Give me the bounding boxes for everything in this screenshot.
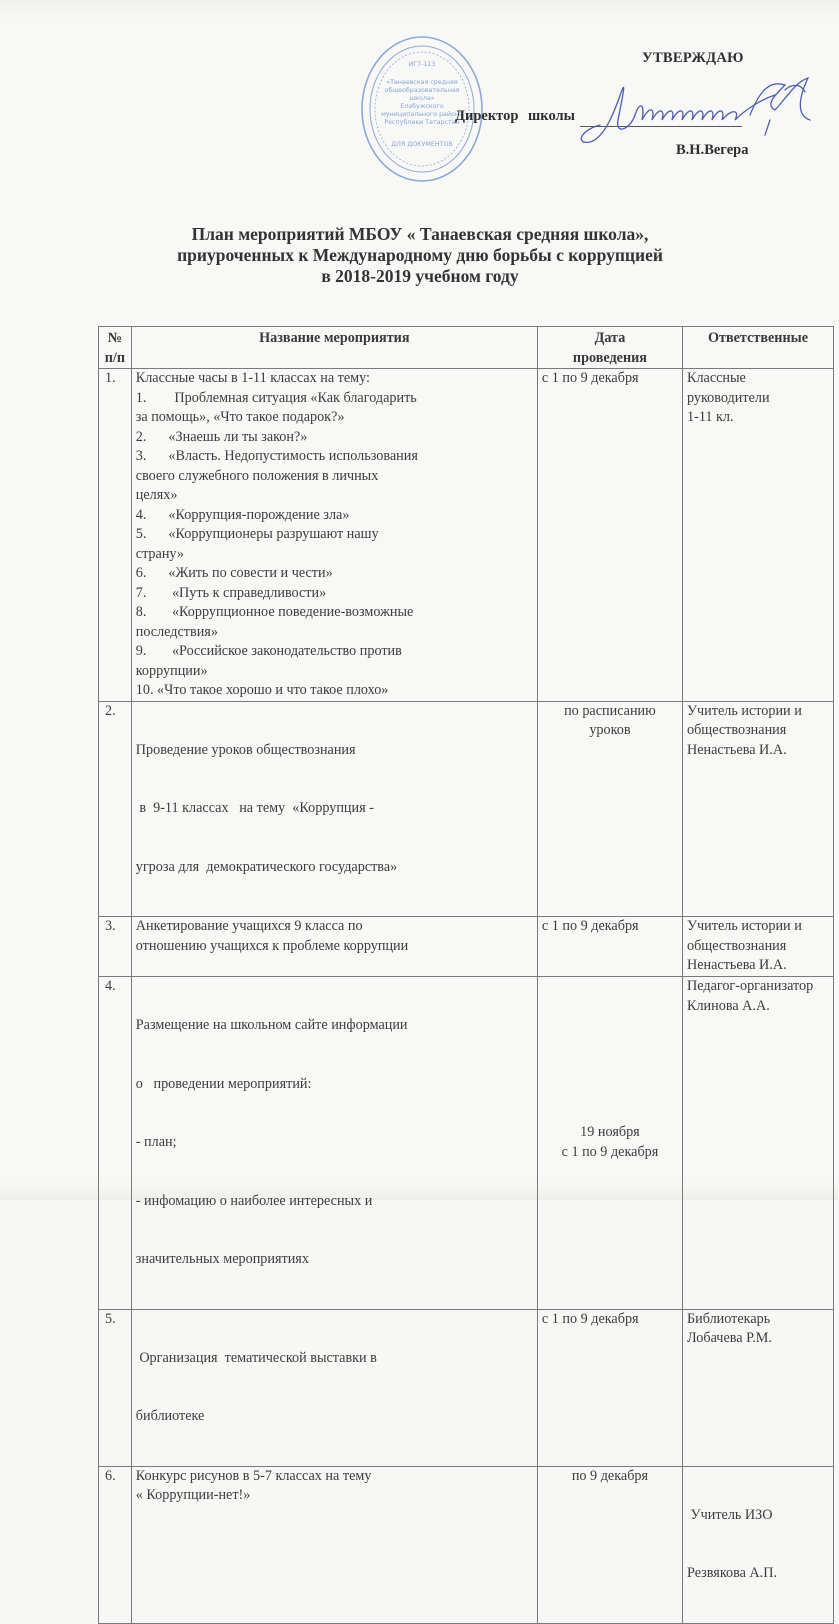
row-number: 1. bbox=[99, 369, 132, 702]
topic-cont: коррупции» bbox=[135, 662, 208, 679]
name-line: отношению учащихся к проблеме коррупции bbox=[135, 937, 409, 954]
row-name bbox=[131, 1309, 537, 1466]
name-line: Конкурс рисунов в 5-7 классах на тему bbox=[135, 1467, 372, 1484]
responsible-line: Ненастьева И.А. bbox=[687, 741, 787, 758]
director-name: В.Н.Вегера bbox=[676, 142, 749, 158]
title-line-1: План мероприятий МБОУ « Танаевская средняя школа», bbox=[191, 224, 649, 244]
topic-cont: последствия» bbox=[135, 623, 218, 640]
topic-text: «Путь к справедливости» bbox=[168, 584, 327, 601]
name-line: о проведении мероприятий: bbox=[135, 1075, 312, 1092]
topic-number: 2. bbox=[135, 428, 147, 445]
topic-item bbox=[136, 642, 533, 662]
row-number: 6. bbox=[99, 1466, 132, 1623]
row-name bbox=[131, 701, 537, 917]
topic-number: 7. bbox=[135, 584, 147, 601]
title-line-3: в 2018-2019 учебном году bbox=[321, 266, 519, 286]
name-line: значительных мероприятиях bbox=[135, 1251, 309, 1267]
responsible-line: руководители bbox=[687, 389, 770, 406]
stamp-line: школа» bbox=[409, 95, 435, 102]
row-name bbox=[131, 917, 537, 977]
topic-cont: страну» bbox=[135, 545, 184, 562]
date-line: с 1 по 9 декабря bbox=[561, 1143, 659, 1160]
name-line: Проведение уроков обществознания bbox=[135, 741, 356, 758]
row-date: с 1 по 9 декабря bbox=[537, 1309, 682, 1466]
topic-item bbox=[136, 389, 533, 409]
row-date: с 1 по 9 декабря bbox=[537, 917, 682, 977]
row-responsible bbox=[683, 1309, 834, 1466]
row-responsible bbox=[683, 701, 834, 917]
topic-cont: своего служебного положения в личных bbox=[135, 467, 379, 484]
row-date bbox=[537, 977, 682, 1310]
header-num bbox=[99, 327, 132, 369]
responsible-line: Библиотекарь bbox=[687, 1310, 771, 1327]
row-date bbox=[537, 701, 682, 917]
topic-cont: целях» bbox=[135, 487, 178, 503]
stamp-code: ИГ7-113 bbox=[408, 61, 436, 68]
stamp-line: муниципального района bbox=[381, 111, 463, 118]
stamp-line: «Танаевская средняя bbox=[386, 79, 458, 86]
title-line-2: приуроченных к Международному дню борьбы с коррупцией bbox=[177, 245, 663, 265]
events-plan-table bbox=[98, 326, 834, 1624]
responsible-line: Ненастьева И.А. bbox=[687, 957, 787, 973]
name-line: - план; bbox=[135, 1134, 177, 1150]
document-title bbox=[100, 224, 740, 287]
table-row bbox=[99, 1466, 834, 1623]
name-line: - инфомацию о наиболее интересных и bbox=[135, 1192, 373, 1209]
date-line: уроков bbox=[589, 722, 631, 738]
approval-block bbox=[0, 0, 839, 200]
topic-item bbox=[136, 584, 533, 604]
responsible-line: обществознания bbox=[687, 722, 787, 738]
date-line: 19 ноября bbox=[580, 1124, 640, 1141]
row-number: 2. bbox=[99, 701, 132, 917]
table-row bbox=[99, 369, 834, 702]
name-line: Анкетирование учащихся 9 класса по bbox=[135, 918, 363, 934]
header-date-line: проведения bbox=[572, 349, 647, 366]
topic-text: «Власть. Недопустимость использования bbox=[168, 448, 418, 464]
stamp-line: Республики Татарстан bbox=[384, 119, 460, 126]
name-line: « Коррупции-нет!» bbox=[135, 1487, 251, 1503]
topic-item bbox=[136, 564, 533, 584]
responsible-line: Учитель истории и bbox=[687, 702, 802, 719]
topic-number: 5. bbox=[135, 526, 147, 542]
approve-heading: УТВЕРЖДАЮ bbox=[642, 50, 744, 66]
topic-text: «Российское законодательство против bbox=[168, 643, 402, 659]
topic-text: Проблемная ситуация «Как благодарить bbox=[174, 389, 417, 406]
topic-cont: за помощь», «Что такое подарок?» bbox=[135, 409, 345, 425]
director-label: Директор школы bbox=[455, 108, 575, 124]
name-line: библиотеке bbox=[135, 1408, 205, 1424]
row-name bbox=[131, 369, 537, 702]
header-name: Название мероприятия bbox=[131, 327, 537, 369]
row-date: по 9 декабря bbox=[537, 1466, 682, 1623]
row-responsible bbox=[683, 369, 834, 702]
table-row bbox=[99, 701, 834, 917]
responsible-line: Лобачева Р.М. bbox=[687, 1330, 772, 1346]
topic-item bbox=[136, 447, 533, 467]
topic-number: 6. bbox=[135, 565, 147, 581]
responsible-line: Клинова А.А. bbox=[687, 997, 770, 1014]
topic-number: 1. bbox=[135, 389, 147, 406]
topic-item bbox=[136, 603, 533, 623]
responsible-line: обществознания bbox=[687, 937, 787, 954]
name-line: Размещение на школьном сайте информации bbox=[135, 1017, 408, 1033]
date-line: по расписанию bbox=[564, 702, 656, 719]
topic-item bbox=[136, 525, 533, 545]
topic-text: «Коррупция-порождение зла» bbox=[168, 506, 350, 523]
header-date-line: Дата bbox=[594, 330, 626, 346]
topic-item bbox=[136, 506, 533, 526]
name-line: Организация тематической выставки в bbox=[135, 1349, 377, 1366]
row-name bbox=[131, 1466, 537, 1623]
table-header-row bbox=[99, 327, 834, 369]
signature bbox=[560, 70, 820, 150]
responsible-line: Резвякова А.П. bbox=[687, 1565, 778, 1581]
responsible-line: Учитель истории и bbox=[687, 918, 802, 934]
header-num-line: п/п bbox=[104, 349, 126, 366]
responsible-line: Классные bbox=[687, 370, 746, 386]
name-line: угроза для демократического государства» bbox=[135, 858, 398, 875]
row-name bbox=[131, 977, 537, 1310]
stamp-line: Елабужского bbox=[400, 103, 444, 110]
topic-number: 8. bbox=[135, 604, 147, 620]
topic-text: «Коррупционеры разрушают нашу bbox=[168, 526, 379, 542]
topic-text: «Коррупционное поведение-возможные bbox=[168, 604, 414, 620]
topic-item bbox=[136, 428, 533, 448]
topic-number: 10. bbox=[135, 682, 154, 698]
responsible-line: Педагог-организатор bbox=[687, 978, 814, 994]
stamp-line: ДЛЯ ДОКУМЕНТОВ bbox=[391, 141, 453, 148]
topic-text: «Жить по совести и чести» bbox=[168, 565, 333, 581]
header-date bbox=[537, 327, 682, 369]
topic-number: 3. bbox=[135, 448, 147, 464]
responsible-line: 1-11 кл. bbox=[687, 409, 734, 425]
row-number: 5. bbox=[99, 1309, 132, 1466]
row-number: 4. bbox=[99, 977, 132, 1310]
table-row bbox=[99, 917, 834, 977]
row-responsible bbox=[683, 1466, 834, 1623]
row-number: 3. bbox=[99, 917, 132, 977]
topic-number: 4. bbox=[135, 506, 147, 523]
topic-text: «Знаешь ли ты закон?» bbox=[168, 428, 308, 445]
name-line: в 9-11 классах на тему «Коррупция - bbox=[135, 800, 374, 816]
row-date: с 1 по 9 декабря bbox=[537, 369, 682, 702]
stamp-line: общеобразовательная bbox=[384, 87, 460, 94]
topic-item bbox=[136, 681, 533, 701]
header-responsible: Ответственные bbox=[683, 327, 834, 369]
header-num-line: № bbox=[107, 330, 123, 346]
row-responsible bbox=[683, 917, 834, 977]
name-intro: Классные часы в 1-11 классах на тему: bbox=[135, 370, 370, 386]
topic-number: 9. bbox=[135, 643, 147, 659]
table-row bbox=[99, 1309, 834, 1466]
table-row bbox=[99, 977, 834, 1310]
row-responsible bbox=[683, 977, 834, 1310]
responsible-line: Учитель ИЗО bbox=[687, 1506, 773, 1523]
topic-text: «Что такое хорошо и что такое плохо» bbox=[157, 682, 389, 698]
